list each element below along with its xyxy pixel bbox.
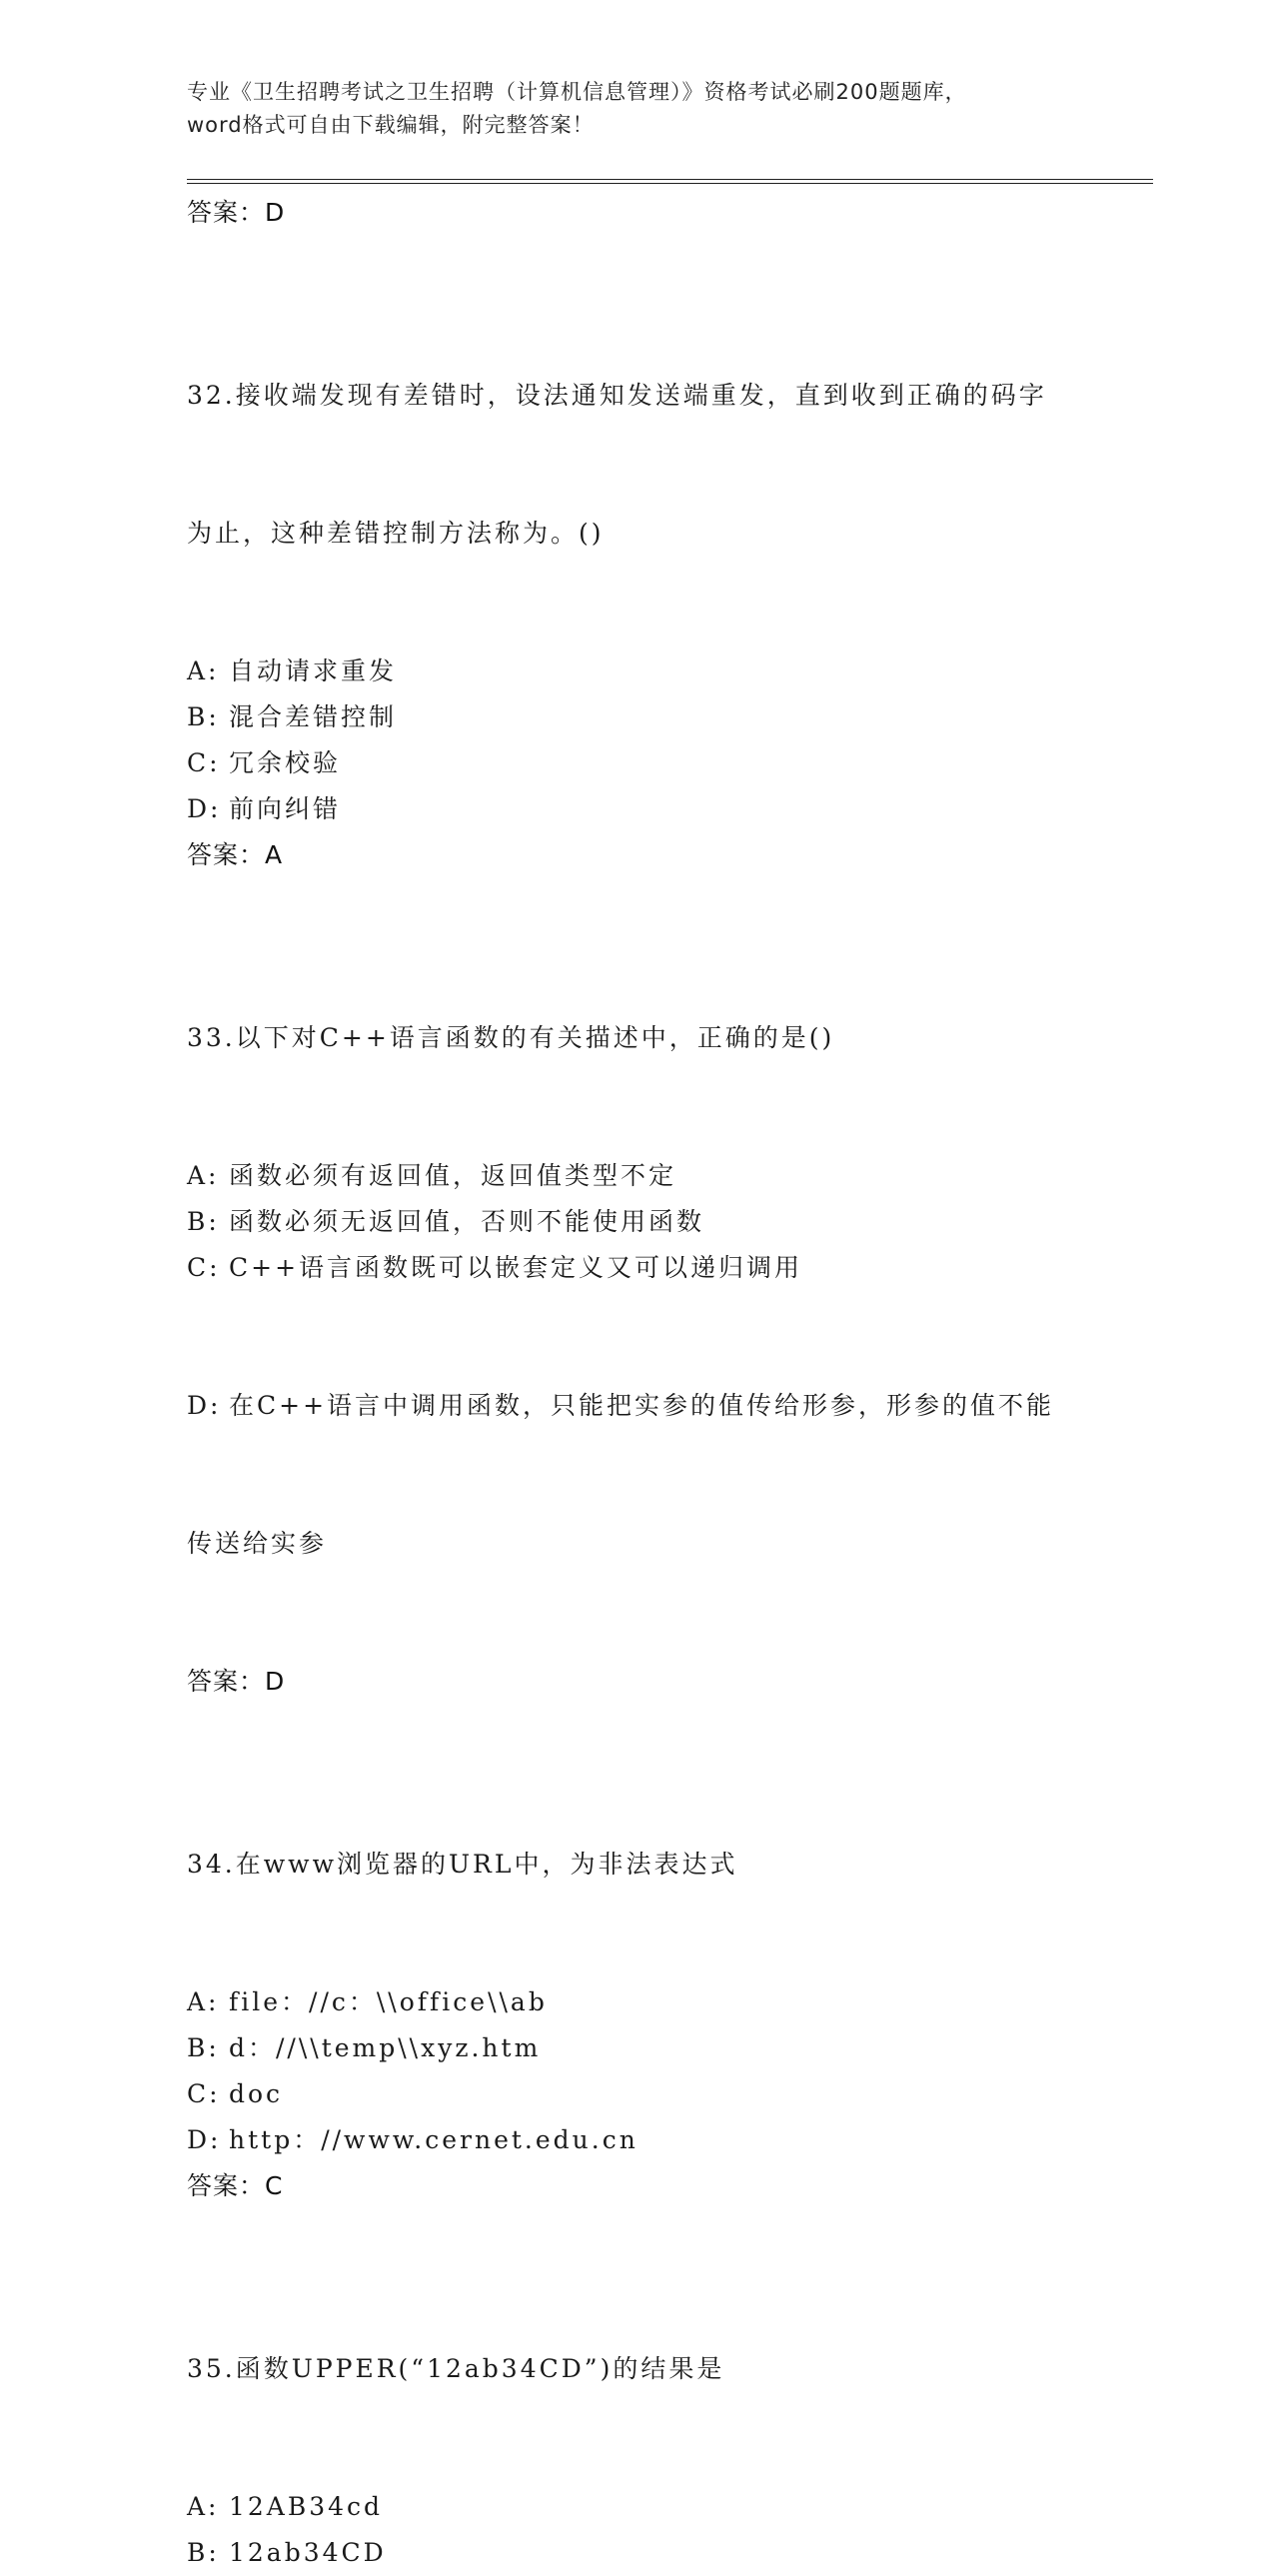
option-c (187, 2071, 1086, 2117)
question-text (187, 1750, 1086, 1979)
option-label: B: (187, 2538, 220, 2567)
answer-32: 答案：A (187, 840, 284, 869)
option-d (187, 786, 1086, 832)
question-number: 33. (187, 1023, 236, 1052)
option-text: C++语言函数既可以嵌套定义又可以递归调用 (229, 1253, 803, 1282)
option-text: 12AB34cd (229, 2492, 384, 2521)
option-text-continuation: 传送给实参 (187, 1529, 328, 1558)
option-b (187, 2530, 1086, 2576)
option-label: C: (187, 748, 221, 777)
option-d (187, 1291, 1086, 1659)
option-text: 自动请求重发 (229, 656, 398, 685)
header-line-2: word格式可自由下载编辑，附完整答案！ (187, 113, 595, 137)
option-c (187, 740, 1086, 786)
option-a (187, 1979, 1086, 2025)
option-text: 函数必须有返回值，返回值类型不定 (229, 1161, 677, 1190)
option-label: A: (187, 1161, 220, 1190)
option-text: 混合差错控制 (229, 702, 398, 731)
answer-33: 答案：D (187, 1667, 286, 1696)
option-text: 函数必须无返回值，否则不能使用函数 (229, 1207, 705, 1236)
question-number: 35. (187, 2354, 236, 2383)
option-a (187, 1153, 1086, 1199)
option-label: C: (187, 1253, 221, 1282)
question-33 (187, 923, 1086, 1705)
option-label: D: (187, 794, 222, 823)
question-content (187, 190, 1086, 2576)
option-label: D: (187, 1391, 222, 1420)
option-a (187, 2484, 1086, 2530)
option-b (187, 2025, 1086, 2071)
option-text: 12ab34CD (229, 2538, 387, 2567)
previous-answer: 答案：D (187, 198, 286, 227)
question-stem-line-2: 为止，这种差错控制方法称为。() (187, 519, 605, 548)
option-label: C: (187, 2079, 221, 2108)
option-text: doc (229, 2079, 284, 2108)
option-label: A: (187, 656, 220, 685)
header-line-1: 专业《卫生招聘考试之卫生招聘（计算机信息管理）》资格考试必刷200题题库， (187, 80, 967, 104)
option-d (187, 2117, 1086, 2163)
option-b (187, 1199, 1086, 1245)
question-32 (187, 281, 1086, 878)
question-stem-line-1: 函数UPPER(“12ab34CD”)的结果是 (235, 2354, 725, 2383)
question-text (187, 281, 1086, 648)
option-text: 冗余校验 (229, 748, 342, 777)
option-text: 前向纠错 (229, 794, 342, 823)
option-text: 在C++语言中调用函数，只能把实参的值传给形参，形参的值不能 (229, 1391, 1055, 1420)
option-label: D: (187, 2125, 222, 2154)
option-c (187, 1245, 1086, 1291)
option-text: file：//c：\\office\\ab (229, 1987, 548, 2016)
option-text: http：//www.cernet.edu.cn (229, 2125, 638, 2154)
question-34 (187, 1750, 1086, 2209)
option-label: B: (187, 702, 220, 731)
question-stem-line-1: 接收端发现有差错时，设法通知发送端重发，直到收到正确的码字 (235, 381, 1047, 410)
option-a (187, 648, 1086, 694)
question-stem-line-1: 在www浏览器的URL中，为非法表达式 (235, 1850, 738, 1879)
option-label: B: (187, 2033, 220, 2062)
option-text: d：//\\temp\\xyz.htm (229, 2033, 542, 2062)
question-35 (187, 2254, 1086, 2576)
header-divider (187, 179, 1153, 184)
question-text (187, 2254, 1086, 2484)
option-label: B: (187, 1207, 220, 1236)
answer-34: 答案：C (187, 2171, 284, 2200)
question-number: 34. (187, 1850, 236, 1879)
option-b (187, 694, 1086, 740)
question-number: 32. (187, 381, 236, 410)
option-label: A: (187, 1987, 220, 2016)
question-text (187, 923, 1086, 1153)
option-label: A: (187, 2492, 220, 2521)
document-header (187, 76, 1086, 142)
question-stem-line-1: 以下对C++语言函数的有关描述中，正确的是() (235, 1023, 835, 1052)
